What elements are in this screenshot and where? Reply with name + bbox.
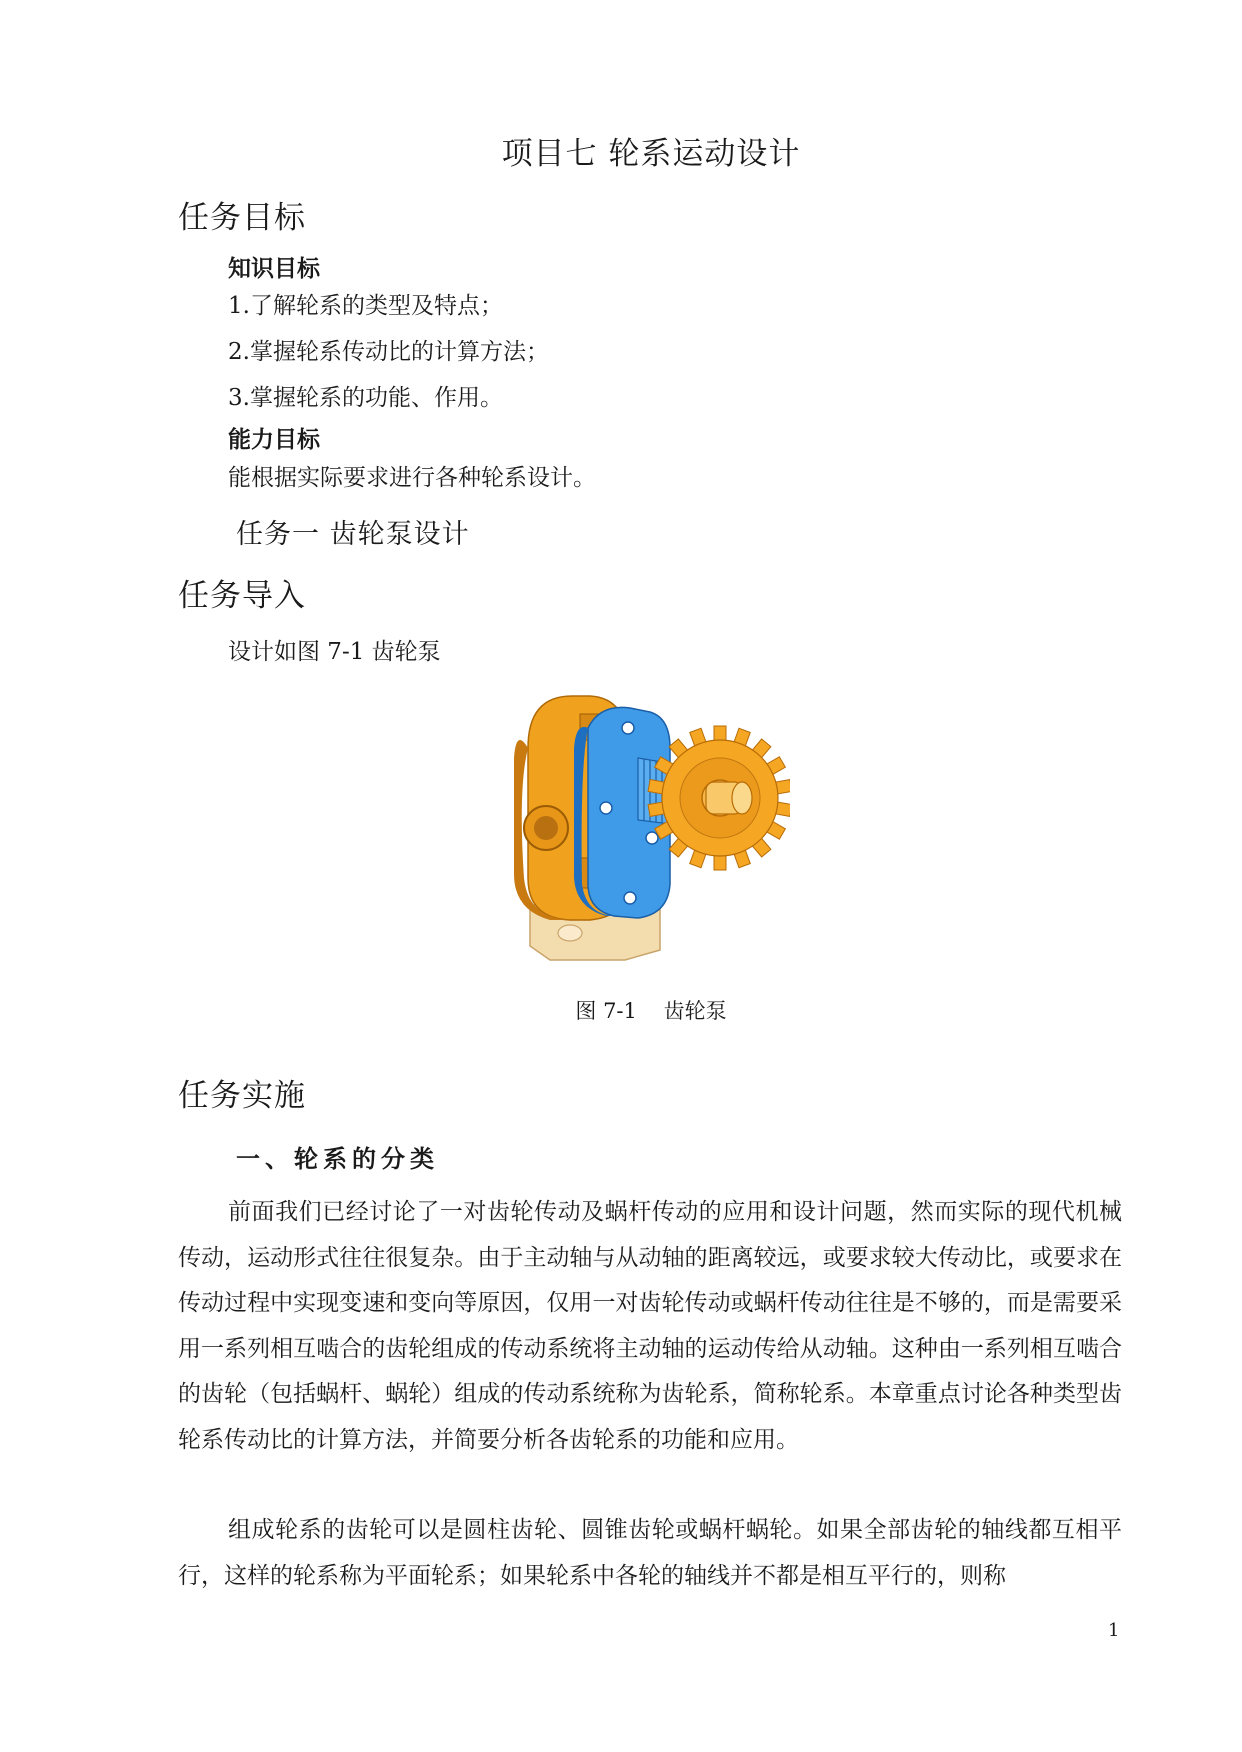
- body-paragraph-1: 前面我们已经讨论了一对齿轮传动及蜗杆传动的应用和设计问题，然而实际的现代机械传动，运动形式往往很复杂。由于主动轴与从动轴的距离较远，或要求较大传动比，或要求在传动过程中实现变速和变向等原因，仅用一对齿轮传动或蜗杆传动往往是不够的，而是需要采用一系列相互啮合的齿轮组成的传动系统将主动轴的运动传给从动轴。这种由一系列相互啮合的齿轮（包括蜗杆、蜗轮）组成的传动系统称为齿轮系，简称轮系。本章重点讨论各种类型齿轮系传动比的计算方法，并简要分析各齿轮系的功能和应用。: [178, 1199, 1122, 1453]
- drive-gear: [648, 726, 790, 870]
- subheading-classification: 一、轮系的分类: [236, 1144, 439, 1173]
- cover-bolt-4: [624, 892, 636, 904]
- cover-bolt-3: [646, 832, 658, 844]
- section-heading-intro: 任务导入: [178, 578, 306, 614]
- ability-objectives-heading: 能力目标: [228, 427, 320, 453]
- base-hole: [558, 925, 582, 941]
- page-number: 1: [1108, 1620, 1120, 1641]
- knowledge-item-3: 3.掌握轮系的功能、作用。: [228, 385, 503, 411]
- document-title: 项目七 轮系运动设计: [501, 136, 801, 172]
- section-heading-implementation: 任务实施: [178, 1078, 306, 1114]
- figure-caption: 图 7-1 齿轮泵: [575, 999, 727, 1023]
- ability-text: 能根据实际要求进行各种轮系设计。: [228, 465, 596, 491]
- task1-heading: 任务一 齿轮泵设计: [236, 519, 470, 550]
- knowledge-objectives-heading: 知识目标: [228, 256, 320, 282]
- housing-port-inner: [534, 816, 558, 840]
- gear-pump-illustration: [510, 688, 790, 968]
- section-heading-objectives: 任务目标: [178, 200, 306, 236]
- knowledge-item-2: 2.掌握轮系传动比的计算方法；: [228, 339, 549, 365]
- knowledge-item-1: 1.了解轮系的类型及特点；: [228, 293, 503, 319]
- cover-bolt-1: [622, 722, 634, 734]
- intro-text: 设计如图 7-1 齿轮泵: [228, 639, 441, 665]
- body-paragraph-2: 组成轮系的齿轮可以是圆柱齿轮、圆锥齿轮或蜗杆蜗轮。如果全部齿轮的轴线都互相平行，这样的轮系称为平面轮系；如果轮系中各轮的轴线并不都是相互平行的，则称: [178, 1517, 1122, 1589]
- cover-bolt-2: [600, 802, 612, 814]
